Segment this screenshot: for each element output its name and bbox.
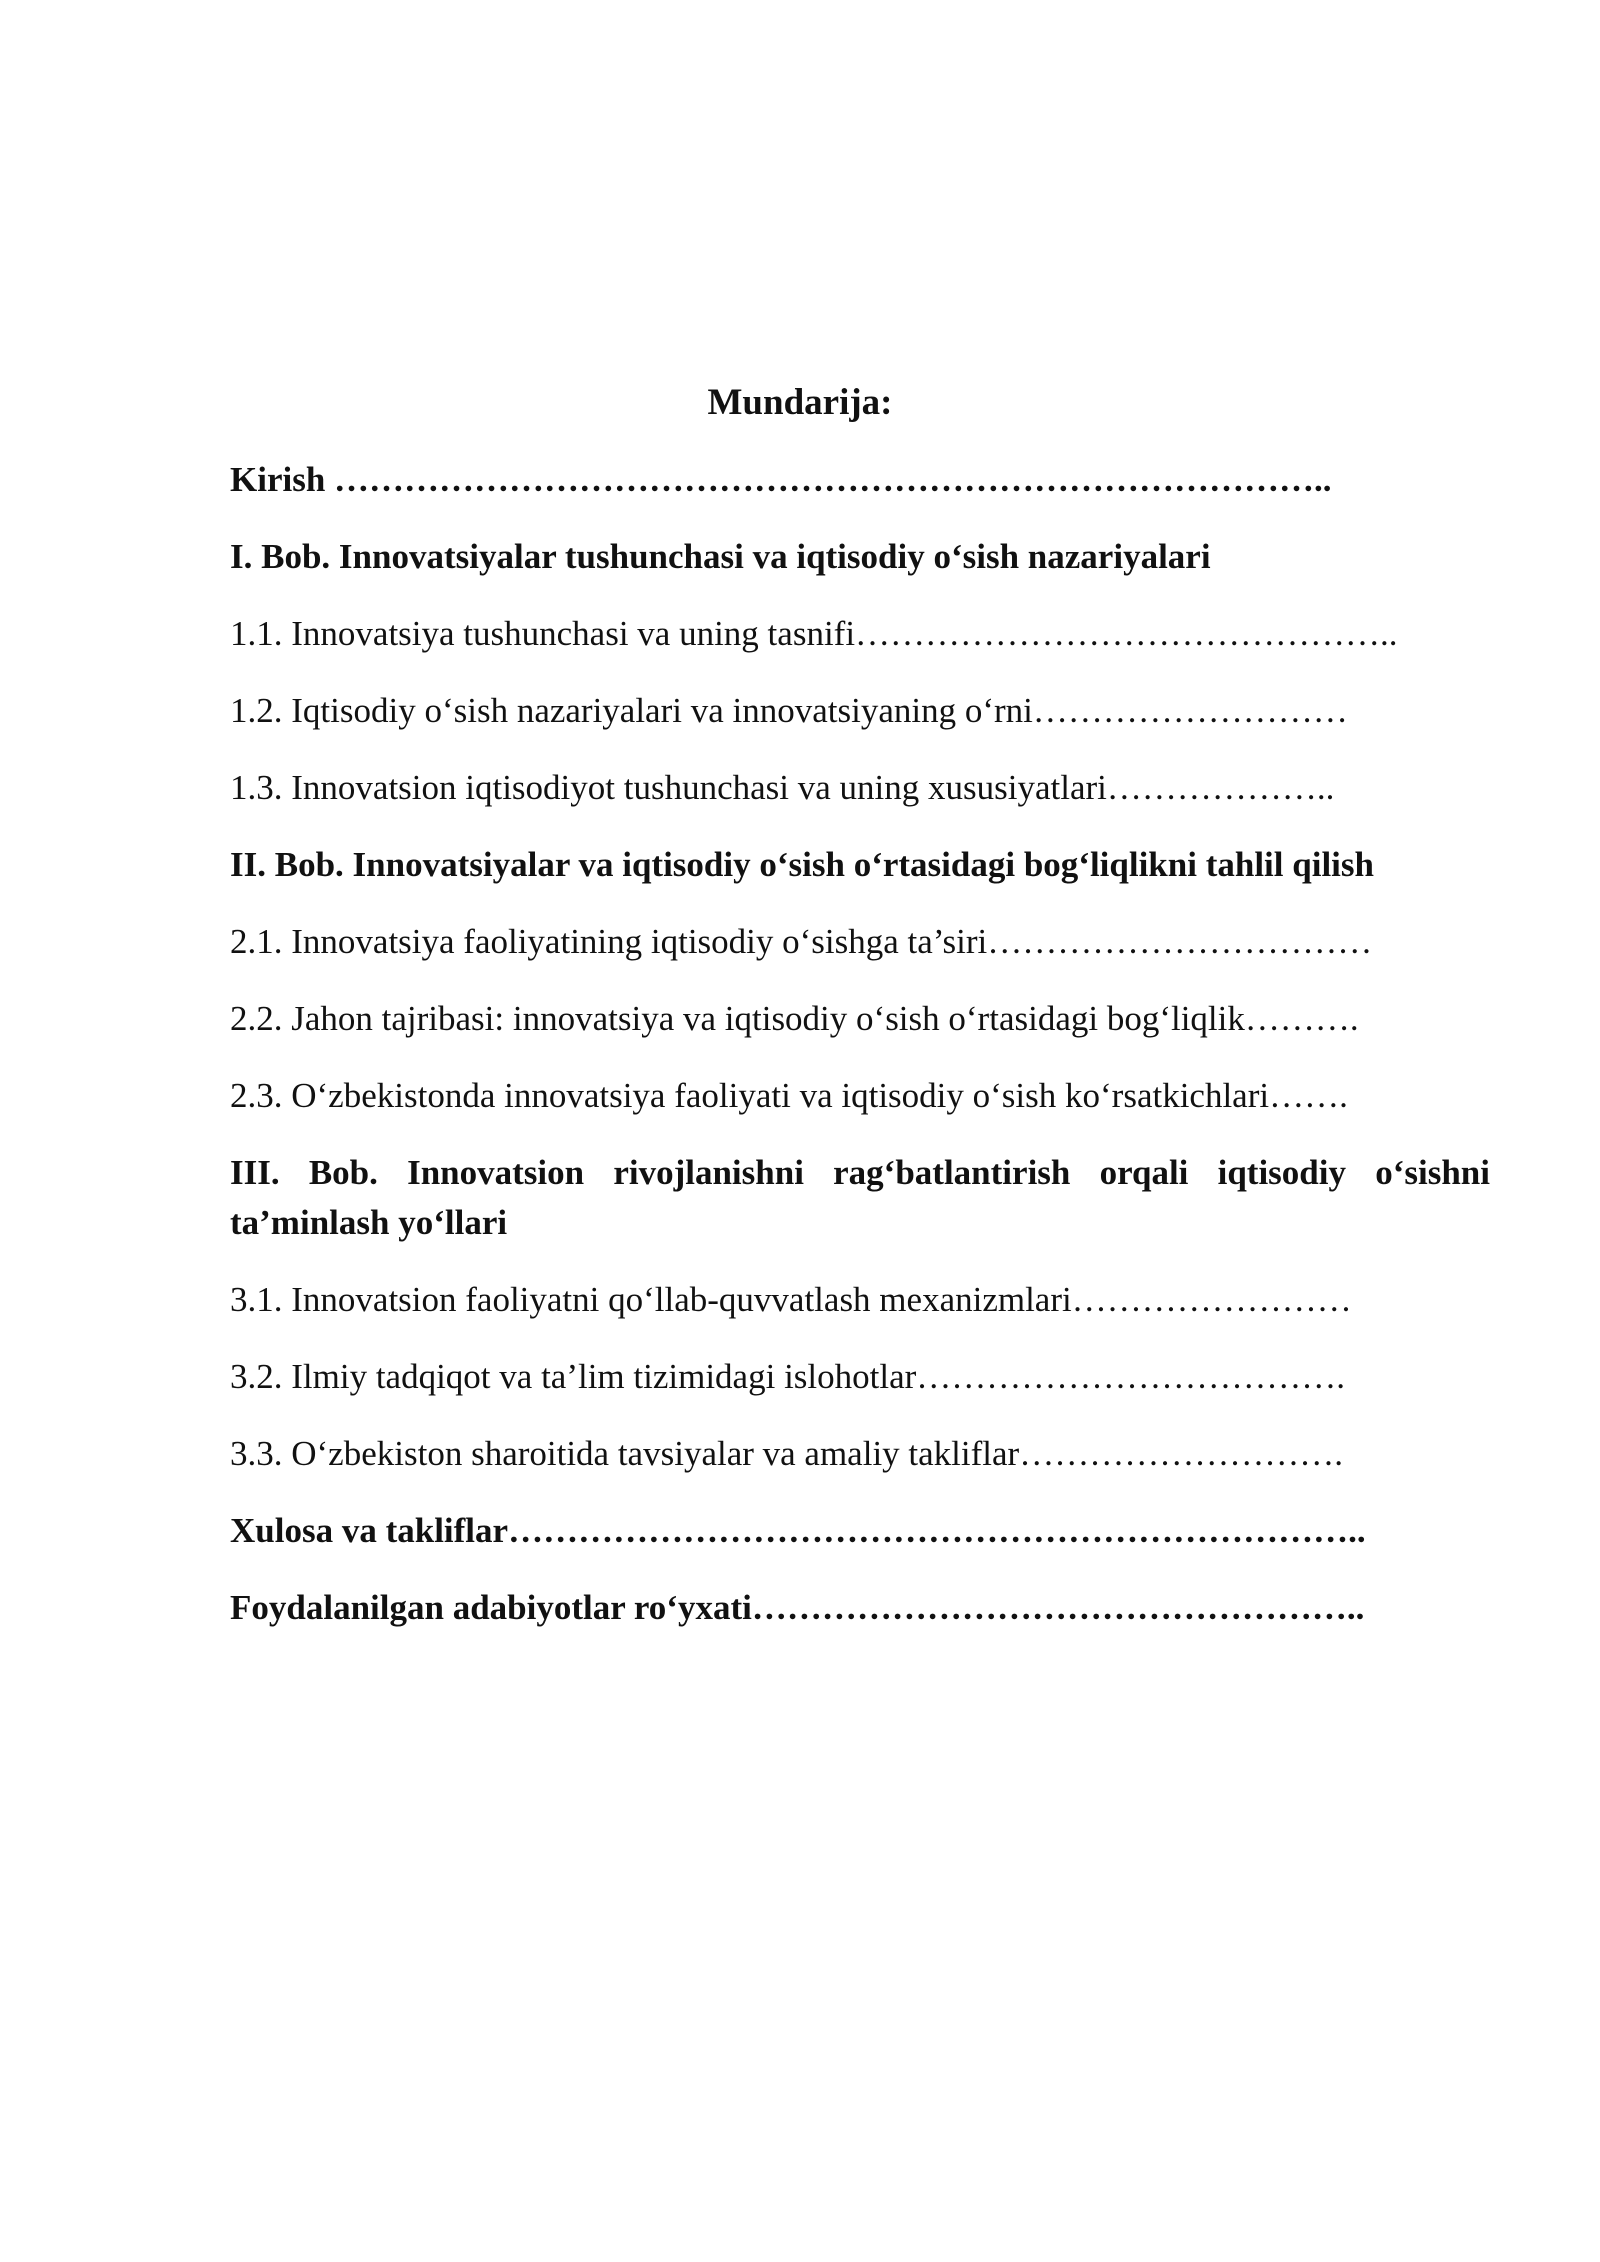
table-of-contents xyxy=(230,455,1490,1660)
toc-section-3-2: 3.2. Ilmiy tadqiqot va ta’lim tizimidagi islohotlar………………………………. xyxy=(230,1357,1346,1396)
toc-section-3-1: 3.1. Innovatsion faoliyatni qo‘llab-quvvatlash mexanizmlari…………………… xyxy=(230,1280,1352,1319)
toc-entry-introduction: Kirish ………………………………………………………………………….. xyxy=(230,460,1332,499)
toc-section-1-1: 1.1. Innovatsiya tushunchasi va uning tasnifi……………………………………….. xyxy=(230,614,1398,653)
toc-title: Mundarija: xyxy=(707,382,893,423)
toc-section-3-3: 3.3. O‘zbekiston sharoitida tavsiyalar va amaliy takliflar………………………. xyxy=(230,1434,1343,1473)
toc-chapter-2: II. Bob. Innovatsiyalar va iqtisodiy o‘sish o‘rtasidagi bog‘liqlikni tahlil qilish xyxy=(230,845,1374,884)
toc-section-2-1: 2.1. Innovatsiya faoliyatining iqtisodiy o‘sishga ta’siri…………………………… xyxy=(230,922,1373,961)
toc-entry-bibliography: Foydalanilgan adabiyotlar ro‘yxati…………………………………………….. xyxy=(230,1588,1365,1627)
toc-section-2-2: 2.2. Jahon tajribasi: innovatsiya va iqtisodiy o‘sish o‘rtasidagi bog‘liqlik………. xyxy=(230,999,1359,1038)
toc-section-1-2: 1.2. Iqtisodiy o‘sish nazariyalari va innovatsiyaning o‘rni……………………… xyxy=(230,691,1348,730)
toc-section-2-3: 2.3. O‘zbekistonda innovatsiya faoliyati va iqtisodiy o‘sish ko‘rsatkichlari……. xyxy=(230,1076,1348,1115)
toc-chapter-1: I. Bob. Innovatsiyalar tushunchasi va iqtisodiy o‘sish nazariyalari xyxy=(230,537,1211,576)
toc-entry-conclusion: Xulosa va takliflar……………………………………………………………….. xyxy=(230,1511,1366,1550)
toc-section-1-3: 1.3. Innovatsion iqtisodiyot tushunchasi va uning xususiyatlari……………….. xyxy=(230,768,1335,807)
toc-chapter-3: III. Bob. Innovatsion rivojlanishni rag‘batlantirish orqali iqtisodiy o‘sishni ta’minlash yo‘llari xyxy=(230,1153,1490,1242)
